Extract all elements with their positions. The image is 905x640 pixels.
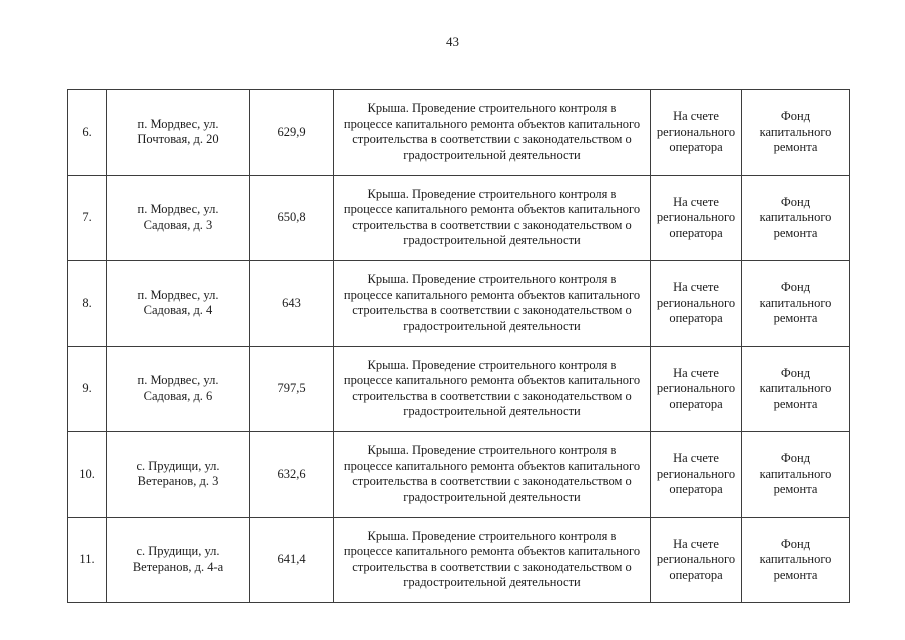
work-description-cell: Крыша. Проведение строительного контроля в процессе капитального ремонта объектов капитального строительства в соответствии с законодательством о градостроительной деятельности [334,261,651,347]
row-number-cell: 8. [68,261,107,347]
address-cell: с. Прудищи, ул. Ветеранов, д. 3 [107,432,250,518]
row-number-cell: 6. [68,90,107,176]
row-number-cell: 9. [68,346,107,432]
area-cell: 629,9 [250,90,334,176]
work-description-cell: Крыша. Проведение строительного контроля в процессе капитального ремонта объектов капитального строительства в соответствии с законодательством о градостроительной деятельности [334,175,651,261]
account-cell: На счете регионального оператора [651,175,742,261]
row-number-cell: 7. [68,175,107,261]
row-number-cell: 10. [68,432,107,518]
address-cell: п. Мордвес, ул. Садовая, д. 6 [107,346,250,432]
account-cell: На счете регионального оператора [651,432,742,518]
area-cell: 650,8 [250,175,334,261]
address-cell: п. Мордвес, ул. Садовая, д. 4 [107,261,250,347]
address-cell: п. Мордвес, ул. Почтовая, д. 20 [107,90,250,176]
fund-source-cell: Фонд капитального ремонта [742,346,850,432]
account-cell: На счете регионального оператора [651,90,742,176]
table-row [68,517,850,603]
area-cell: 643 [250,261,334,347]
work-description-cell: Крыша. Проведение строительного контроля в процессе капитального ремонта объектов капитального строительства в соответствии с законодательством о градостроительной деятельности [334,432,651,518]
fund-source-cell: Фонд капитального ремонта [742,90,850,176]
fund-source-cell: Фонд капитального ремонта [742,261,850,347]
address-cell: с. Прудищи, ул. Ветеранов, д. 4-а [107,517,250,603]
table-row [68,90,850,176]
area-cell: 797,5 [250,346,334,432]
repair-works-table [67,89,850,603]
area-cell: 632,6 [250,432,334,518]
fund-source-cell: Фонд капитального ремонта [742,517,850,603]
account-cell: На счете регионального оператора [651,517,742,603]
table-row [68,175,850,261]
table-row [68,346,850,432]
work-description-cell: Крыша. Проведение строительного контроля в процессе капитального ремонта объектов капитального строительства в соответствии с законодательством о градостроительной деятельности [334,90,651,176]
table-row [68,432,850,518]
area-cell: 641,4 [250,517,334,603]
page-number: 43 [446,34,459,49]
account-cell: На счете регионального оператора [651,261,742,347]
work-description-cell: Крыша. Проведение строительного контроля в процессе капитального ремонта объектов капитального строительства в соответствии с законодательством о градостроительной деятельности [334,517,651,603]
fund-source-cell: Фонд капитального ремонта [742,432,850,518]
fund-source-cell: Фонд капитального ремонта [742,175,850,261]
address-cell: п. Мордвес, ул. Садовая, д. 3 [107,175,250,261]
row-number-cell: 11. [68,517,107,603]
table-row [68,261,850,347]
account-cell: На счете регионального оператора [651,346,742,432]
work-description-cell: Крыша. Проведение строительного контроля в процессе капитального ремонта объектов капитального строительства в соответствии с законодательством о градостроительной деятельности [334,346,651,432]
